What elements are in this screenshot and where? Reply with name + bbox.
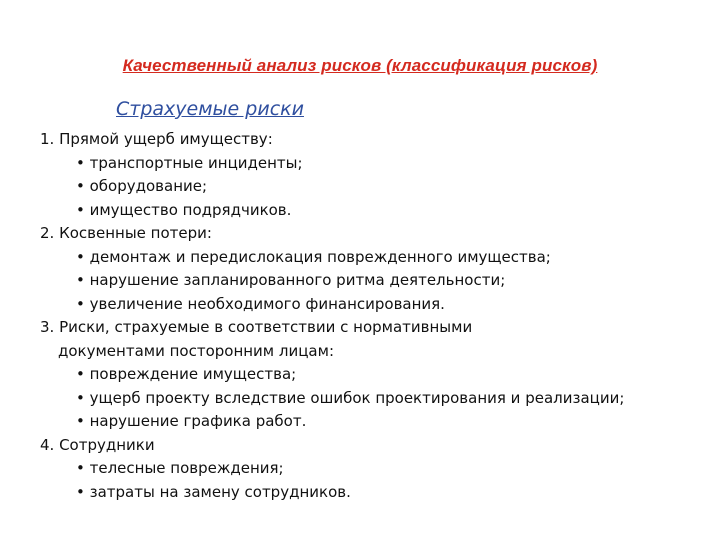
list-item: • демонтаж и передислокация поврежденного имущества;	[76, 247, 551, 266]
list-heading-3-continued: документами посторонним лицам:	[58, 341, 334, 360]
list-heading-2: 2. Косвенные потери:	[40, 224, 212, 242]
risk-list	[40, 128, 710, 504]
list-heading-1: 1. Прямой ущерб имуществу:	[40, 130, 273, 148]
list-item: • ущерб проекту вследствие ошибок проектирования и реализации;	[76, 388, 625, 407]
slide-subtitle: Страхуемые риски	[116, 98, 304, 120]
list-item: • нарушение графика работ.	[76, 412, 307, 430]
list-item: • повреждение имущества;	[76, 365, 297, 383]
list-item: • увеличение необходимого финансирования.	[76, 294, 445, 313]
slide-title: Качественный анализ рисков (классификация рисков)	[122, 56, 598, 75]
list-item: • имущество подрядчиков.	[76, 200, 292, 219]
list-heading-4: 4. Сотрудники	[40, 435, 155, 454]
list-item: • затраты на замену сотрудников.	[76, 482, 351, 501]
list-item: • оборудование;	[76, 177, 208, 195]
list-item: • нарушение запланированного ритма деятельности;	[76, 271, 506, 289]
list-item: • телесные повреждения;	[76, 459, 284, 477]
list-item: • транспортные инциденты;	[76, 153, 303, 172]
list-heading-3: 3. Риски, страхуемые в соответствии с нормативными	[40, 318, 473, 336]
